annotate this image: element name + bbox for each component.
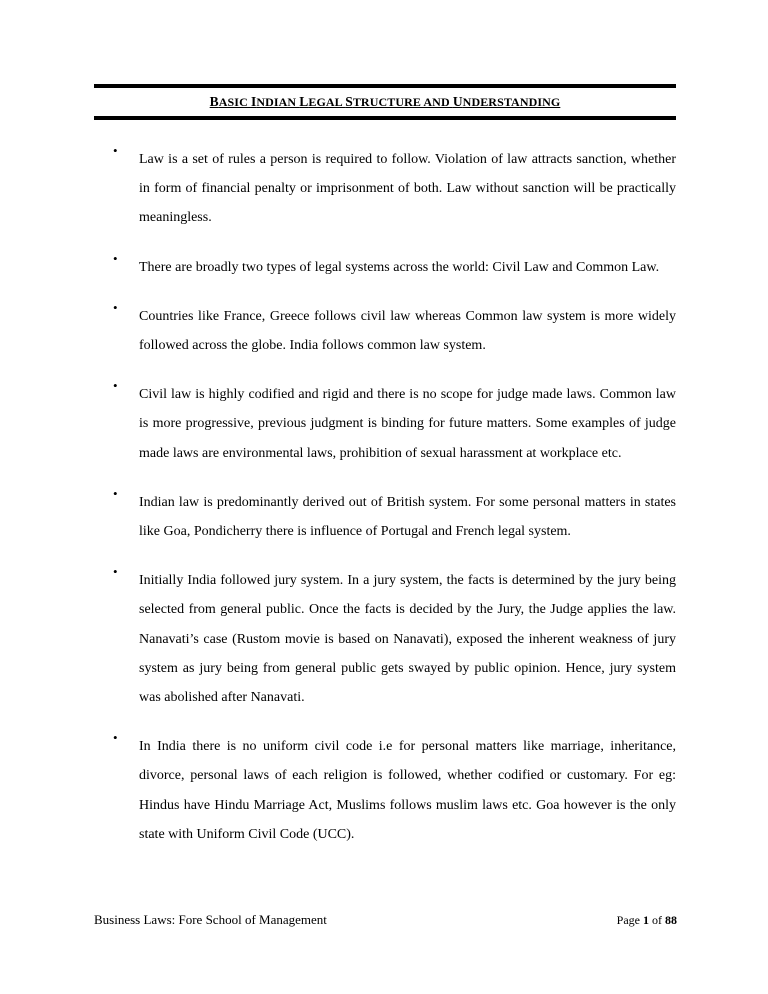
bullet-icon: •	[113, 250, 118, 266]
page-prefix: Page	[616, 913, 640, 927]
title-word: BASIC	[209, 94, 251, 109]
bullet-list	[104, 145, 676, 869]
list-item	[104, 250, 676, 282]
list-item	[104, 485, 676, 546]
title-word: UNDERSTANDING	[452, 94, 561, 109]
bullet-text: There are broadly two types of legal systems across the world: Civil Law and Common Law.	[139, 259, 660, 275]
page-current: 1	[643, 913, 649, 927]
bullet-icon: •	[113, 299, 118, 315]
title-word: STRUCTURE AND	[345, 94, 453, 109]
title-word: LEGAL	[299, 94, 346, 109]
bullet-text: In India there is no uniform civil code i.e for personal matters like marriage, inheritance, divorce, personal laws of each religion is followed, whether codified or customary. For eg: Hindus have Hindu Marriage Act, Muslims follows muslim laws etc. Goa however is the only state with Uniform Civil Code (UCC).	[139, 739, 676, 842]
bullet-icon: •	[113, 143, 118, 158]
page-number	[617, 913, 677, 928]
bullet-icon: •	[113, 564, 118, 580]
title-word: INDIAN	[250, 94, 300, 109]
bullet-icon: •	[113, 730, 118, 746]
bullet-text: Initially India followed jury system. In a jury system, the facts is determined by the jury being selected from general public. Once the facts is decided by the Jury, the Judge applies the law. Nanavati’s case (Rustom movie is based on Nanavati), exposed the inherent weakness of jury system as jury being from general public gets swayed by public opinion. Hence, jury system was abolished after Nanavati.	[139, 573, 676, 706]
document-title	[94, 94, 676, 110]
list-item	[104, 732, 676, 849]
title-top-rule	[94, 84, 676, 88]
list-item	[104, 145, 676, 233]
list-item	[104, 566, 676, 712]
bullet-text: Civil law is highly codified and rigid and there is no scope for judge made laws. Common law is more progressive, previous judgment is binding for future matters. Some examples of judge made laws are environmental laws, prohibition of sexual harassment at workplace etc.	[139, 387, 676, 461]
list-item	[104, 380, 676, 468]
bullet-text: Countries like France, Greece follows civil law whereas Common law system is more widely followed across the globe. India follows common law system.	[139, 308, 676, 354]
bullet-text: Law is a set of rules a person is required to follow. Violation of law attracts sanction, whether in form of financial penalty or imprisonment of both. Law without sanction will be practically meaningless.	[139, 152, 676, 226]
list-item	[104, 299, 676, 360]
title-bottom-rule	[94, 116, 676, 120]
page-total: 88	[665, 913, 677, 927]
page-separator: of	[652, 913, 662, 927]
bullet-icon: •	[113, 485, 118, 501]
bullet-text: Indian law is predominantly derived out of British system. For some personal matters in states like Goa, Pondicherry there is influence of Portugal and French legal system.	[139, 494, 676, 540]
footer-text: Business Laws: Fore School of Management	[94, 912, 327, 927]
bullet-icon: •	[113, 378, 118, 394]
